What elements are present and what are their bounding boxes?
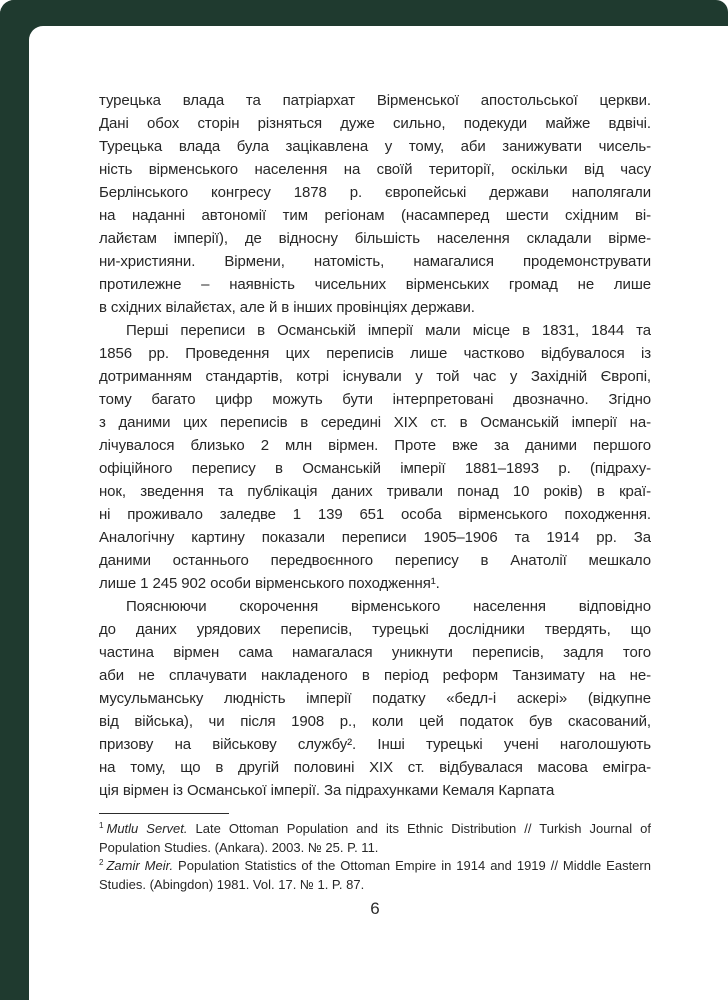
text-line: частина вірмен сама намагалася уникнути переписів, задля того xyxy=(99,644,651,661)
text-line: на тому, що в другій половині XIX ст. відбувалася масова емігра- xyxy=(99,759,651,776)
text-line: ни-християни. Вірмени, натомість, намагалися продемонструвати xyxy=(99,253,651,270)
body-text xyxy=(99,89,651,802)
text-line: Дані обох сторін різняться дуже сильно, подекуди майже вдвічі. xyxy=(99,115,651,132)
footnote xyxy=(99,857,651,894)
footnote-author: Mutlu Servet. xyxy=(106,821,188,836)
text-line: тому багато цифр можуть бути інтерпретовані двозначно. Згідно xyxy=(99,391,651,408)
text-line: Пояснюючи скорочення вірменського населення відповідно xyxy=(126,598,651,615)
text-line: до даних урядових переписів, турецькі дослідники твердять, що xyxy=(99,621,651,638)
text-line: даними останнього передвоєнного перепису в Анатолії мешкало xyxy=(99,552,651,569)
text-line: турецька влада та патріархат Вірменської апостольської церкви. xyxy=(99,92,651,109)
text-line: призову на військову службу². Інші турецькі учені наголошують xyxy=(99,736,651,753)
text-line: аби не сплачувати накладеного в період реформ Танзимату на не- xyxy=(99,667,651,684)
footnote-marker: 2 xyxy=(99,857,104,867)
page-number: 6 xyxy=(370,899,380,918)
text-line: мусульманську людність імперії податку «бедл-і аскері» (відкупне xyxy=(99,690,651,707)
text-line: з даними цих переписів в середині XIX ст. в Османській імперії на- xyxy=(99,414,651,431)
text-line: Аналогічну картину показали переписи 1905–1906 та 1914 рр. За xyxy=(99,529,651,546)
text-line: лайєтам імперії), де відносну більшість населення складали вірме- xyxy=(99,230,651,247)
text-line: лише 1 245 902 особи вірменського походження¹. xyxy=(99,575,440,592)
text-line: офіційного перепису в Османській імперії 1881–1893 р. (підраху- xyxy=(99,460,651,477)
footnote xyxy=(99,820,651,857)
footnotes xyxy=(99,820,651,894)
footnote-marker: 1 xyxy=(99,820,104,830)
text-line: від війська), чи після 1908 р., коли цей податок був скасований, xyxy=(99,713,651,730)
text-line: нок, зведення та публікація даних тривали понад 10 років) в краї- xyxy=(99,483,651,500)
text-line: протилежне – наявність чисельних вірменських громад не лише xyxy=(99,276,651,293)
footnote-author: Zamir Meir. xyxy=(106,858,174,873)
text-line: в східних вілайєтах, але й в інших провінціях держави. xyxy=(99,299,475,316)
scan-edge-top xyxy=(0,0,728,26)
scan-edge-left xyxy=(0,0,29,1000)
footnote-text: Late Ottoman Population and its Ethnic Distribution // Turkish Journal of Population Studies. (Ankara). 2003. № 25. P. 11. xyxy=(99,821,651,855)
scan-edge-corner xyxy=(29,26,47,44)
footnote-separator xyxy=(99,813,229,814)
text-line: 1856 рр. Проведення цих переписів лише частково відбувалося із xyxy=(99,345,651,362)
footnote-text: Population Statistics of the Ottoman Empire in 1914 and 1919 // Middle Eastern Studies. (Abingdon) 1981. Vol. 17. № 1. P. 87. xyxy=(99,858,651,892)
text-line: Берлінського конгресу 1878 р. європейські держави наполягали xyxy=(99,184,651,201)
text-line: лічувалося близько 2 млн вірмен. Проте вже за даними першого xyxy=(99,437,651,454)
text-line: Турецька влада була зацікавлена у тому, аби занижувати чисель- xyxy=(99,138,651,155)
text-line: Перші переписи в Османській імперії мали місце в 1831, 1844 та xyxy=(126,322,651,339)
text-line: ція вірмен із Османської імперії. За підрахунками Кемаля Карпата xyxy=(99,782,555,799)
text-line: дотриманням стандартів, котрі існували у той час у Західній Європі, xyxy=(99,368,651,385)
text-line: на наданні автономії тим регіонам (насамперед шести східним ві- xyxy=(99,207,651,224)
text-line: ні проживало заледве 1 139 651 особа вірменського походження. xyxy=(99,506,651,523)
text-line: ність вірменського населення на своїй території, оскільки від часу xyxy=(99,161,651,178)
